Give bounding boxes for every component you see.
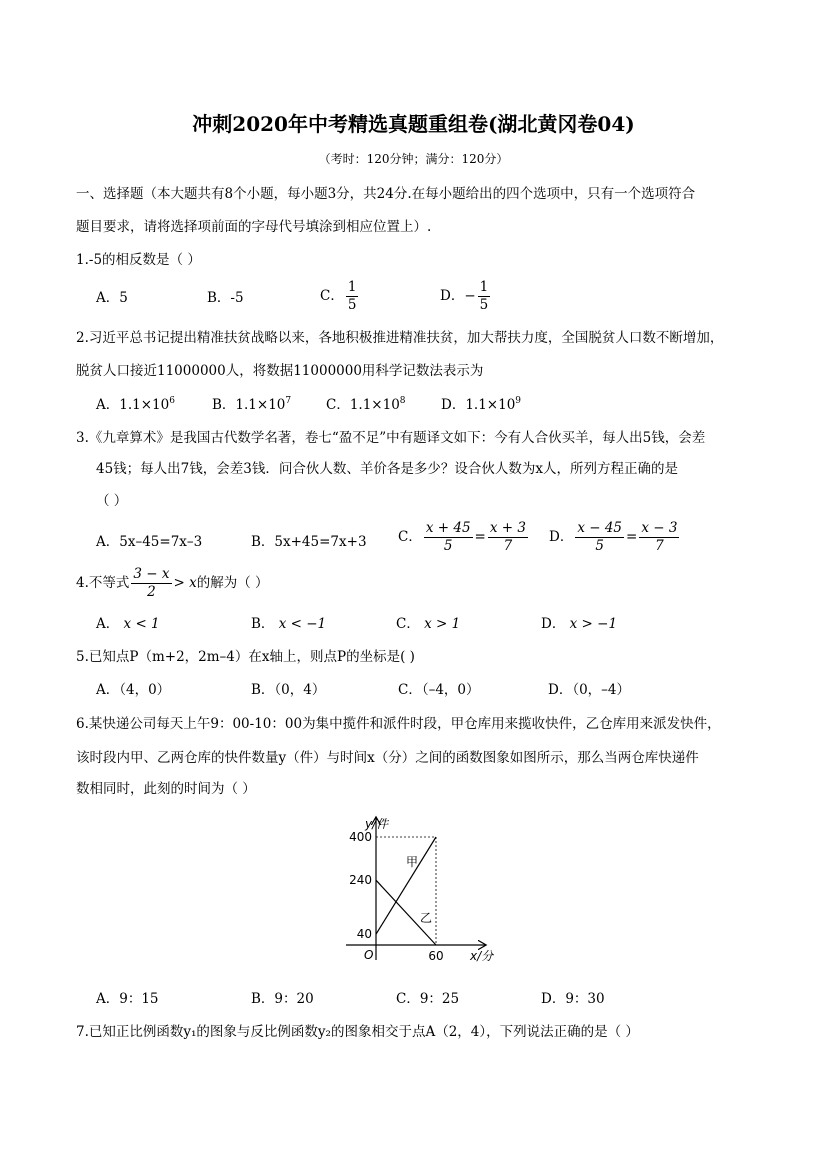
question-3-line2: 45钱；每人出7钱，会差3钱．问合伙人数、羊价各是多少？设合伙人数为x人，所列方程正确的是 (96, 461, 678, 477)
exponent: 6 (169, 396, 175, 406)
fraction-numerator: x − 45 (577, 520, 623, 536)
minus-sign: − (464, 288, 476, 304)
question-6-line2: 该时段内甲、乙两仓库的快件数量y（件）与时间x（分）之间的函数图象如图所示，那么当两仓库快递件 (76, 750, 699, 766)
exponent: 7 (285, 396, 292, 406)
exponent: 9 (515, 396, 522, 406)
inequality-relation: > x (173, 575, 197, 591)
fraction-denominator: 5 (443, 538, 453, 554)
option-text: A．1.1×10 (96, 397, 170, 413)
y-axis-label: y/件 (365, 817, 389, 831)
question-4-option-c (396, 615, 460, 633)
fraction-numerator: x − 3 (641, 520, 678, 536)
series-lines (376, 837, 436, 945)
question-2-option-a (96, 396, 175, 414)
question-3-option-d (549, 520, 681, 555)
question-3-option-c (398, 520, 530, 555)
fraction-numerator: 3 − x (133, 566, 170, 582)
page-subtitle: （考时：120分钟；满分：120分） (318, 152, 509, 166)
y-tick-label: 240 (349, 873, 372, 888)
option-text: B．1.1×10 (212, 397, 286, 413)
question-4-option-b (251, 615, 326, 633)
fraction (346, 279, 359, 314)
section-instructions-line2: 题目要求，请将选择项前面的字母代号填涂到相应位置上）. (76, 219, 432, 235)
tick-labels (349, 830, 444, 963)
dashed-guides (376, 837, 436, 945)
fraction (424, 520, 473, 555)
x-tick-label: 60 (428, 949, 444, 963)
fraction-numerator: 1 (347, 279, 357, 295)
option-label: A． (96, 616, 120, 632)
stem-suffix: 的解为（ ） (196, 575, 269, 591)
option-text: x > −1 (569, 616, 618, 632)
fraction (131, 566, 171, 601)
page-title: 冲刺2020年中考精选真题重组卷(湖北黄冈卷04) (192, 112, 635, 136)
question-1-option-b: B．-5 (207, 290, 244, 306)
question-1-option-c (320, 279, 360, 314)
fraction-numerator: x + 3 (489, 520, 526, 536)
option-d-label: D． (440, 288, 465, 304)
origin-label: O (364, 948, 374, 962)
question-6-line1: 6.某快递公司每天上午9：00-10：00为集中揽件和派件时段，甲仓库用来揽收快件，乙仓库用来派发快件， (76, 716, 721, 732)
stem-prefix: 4.不等式 (76, 575, 130, 591)
series-label-jia: 甲 (406, 855, 419, 869)
question-2-line1: 2.习近平总书记提出精准扶贫战略以来，各地积极推进精准扶贫，加大帮扶力度，全国脱贫人口数不断增加， (76, 330, 724, 346)
option-text: C．1.1×10 (326, 397, 400, 413)
question-2-option-c (326, 396, 406, 414)
option-c-label: C． (320, 288, 344, 304)
fraction (575, 520, 624, 555)
fraction (639, 520, 679, 555)
question-5-option-a: A．（4，0） (96, 682, 171, 698)
fraction (488, 520, 528, 555)
question-3-option-a: A．5x–45=7x–3 (96, 534, 203, 550)
question-5-option-c: C．（–4，0） (398, 682, 480, 698)
question-1-stem: 1.-5的相反数是（ ） (76, 252, 201, 268)
fraction-denominator: 7 (503, 538, 513, 554)
fraction-denominator: 5 (347, 297, 357, 313)
y-tick-label: 400 (349, 830, 372, 844)
question-6-option-b: B．9：20 (251, 991, 314, 1007)
question-4-stem (76, 566, 269, 601)
question-5-option-b: B．（0，4） (251, 682, 326, 698)
question-6-line3: 数相同时，此刻的时间为（ ） (76, 781, 256, 797)
question-2-line2: 脱贫人口接近11000000人，将数据11000000用科学记数法表示为 (76, 363, 484, 379)
equals-sign: = (474, 529, 486, 545)
option-label: B． (251, 616, 275, 632)
option-text: x < −1 (278, 616, 327, 632)
question-6-option-d: D．9：30 (541, 991, 605, 1007)
fraction-denominator: 5 (479, 297, 489, 313)
fraction-denominator: 2 (147, 584, 156, 600)
question-3-line1: 3.《九章算术》是我国古代数学名著，卷七“盈不足”中有题译文如下：今有人合伙买羊，每人出5钱，会差 (76, 430, 706, 446)
fraction (478, 279, 491, 314)
equals-sign: = (626, 529, 638, 545)
option-text: x > 1 (424, 616, 461, 632)
question-2-option-b (212, 396, 291, 414)
option-text: x < 1 (123, 616, 160, 632)
section-instructions-line1: 一、选择题（本大题共有8个小题，每小题3分，共24分.在每小题给出的四个选项中，只有一个选项符合 (76, 186, 696, 202)
fraction-numerator: 1 (479, 279, 489, 295)
question-6-option-c: C．9：25 (396, 991, 460, 1007)
question-1-option-a: A．5 (96, 290, 128, 306)
x-axis-label: x/分 (470, 949, 494, 963)
option-c-label: C． (398, 529, 422, 545)
question-3-option-b: B．5x+45=7x+3 (251, 534, 367, 550)
option-d-label: D． (549, 529, 574, 545)
question-7-stem: 7.已知正比例函数y₁的图象与反比例函数y₂的图象相交于点A（2，4），下列说法正确的是（ ） (76, 1024, 639, 1040)
series-label-yi: 乙 (420, 911, 433, 925)
function-graph (330, 812, 510, 972)
question-4-option-d (541, 615, 617, 633)
question-5-stem: 5.已知点P（m+2，2m–4）在x轴上，则点P的坐标是( ) (76, 649, 415, 665)
exponent: 8 (399, 396, 406, 406)
question-4-option-a (96, 615, 160, 633)
question-5-option-d: D．（0，–4） (548, 682, 631, 698)
fraction-denominator: 5 (595, 538, 604, 554)
fraction-numerator: x + 45 (425, 520, 471, 536)
question-3-line3: （ ） (96, 493, 128, 509)
question-1-option-d (440, 279, 492, 314)
question-2-option-d (441, 396, 521, 414)
option-label: D． (541, 616, 566, 632)
option-label: C． (396, 616, 420, 632)
question-6-option-a: A．9：15 (96, 991, 159, 1007)
option-text: D．1.1×10 (441, 397, 516, 413)
y-tick-label: 40 (356, 927, 372, 942)
fraction-denominator: 7 (655, 538, 664, 554)
